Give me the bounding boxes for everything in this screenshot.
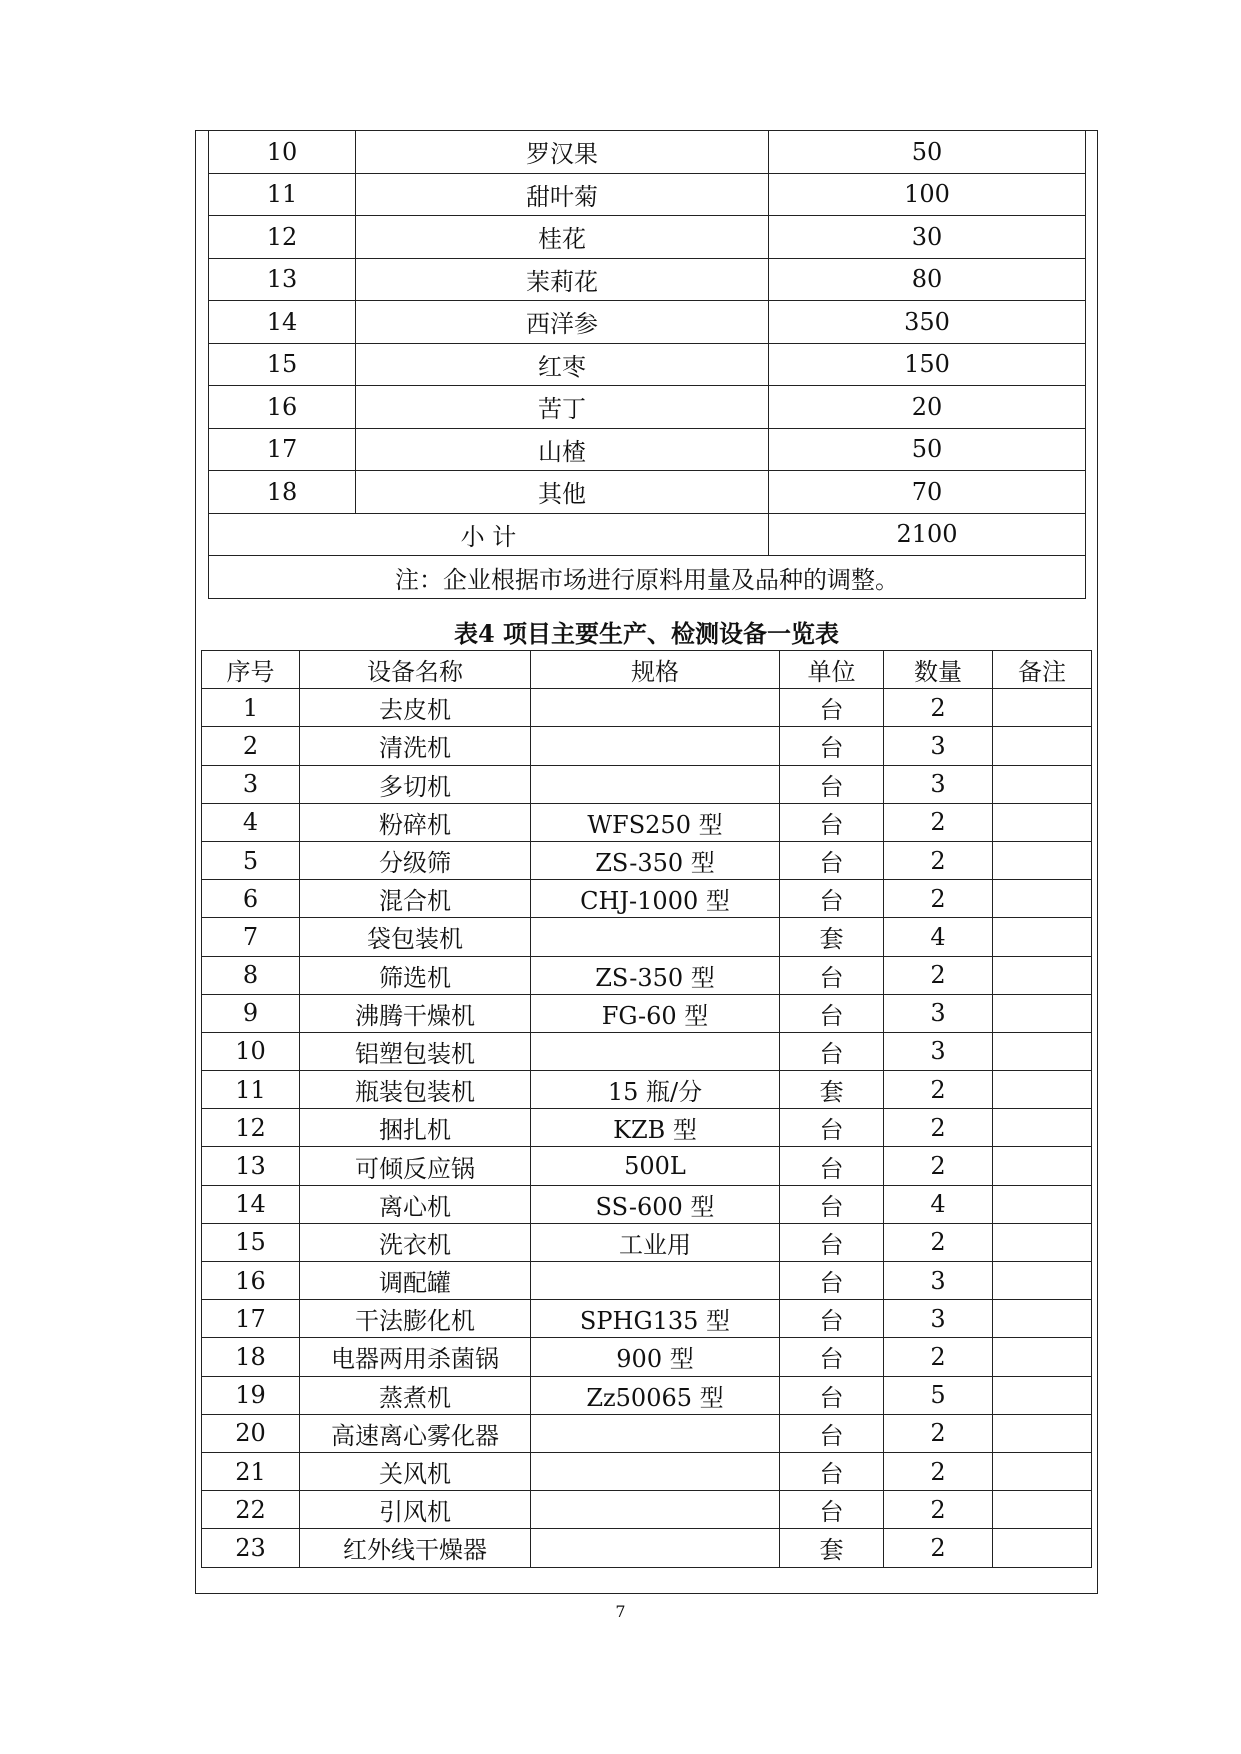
equipment-name: 多切机	[300, 765, 531, 803]
row-no: 14	[209, 301, 356, 344]
equipment-spec: 500L	[531, 1147, 780, 1185]
equipment-unit: 套	[780, 1071, 884, 1109]
equipment-remark	[993, 1529, 1092, 1567]
equipment-name: 关风机	[300, 1452, 531, 1490]
equipment-qty: 2	[884, 1223, 993, 1261]
equipment-unit: 台	[780, 1300, 884, 1338]
table-row	[202, 1071, 1092, 1109]
equipment-no: 19	[202, 1376, 300, 1414]
equipment-unit: 台	[780, 994, 884, 1032]
equipment-remark	[993, 1300, 1092, 1338]
equipment-unit: 台	[780, 1223, 884, 1261]
row-no: 15	[209, 343, 356, 386]
table-row	[202, 1185, 1092, 1223]
row-no: 17	[209, 428, 356, 471]
equipment-no: 3	[202, 765, 300, 803]
equipment-name: 筛选机	[300, 956, 531, 994]
equipment-qty: 2	[884, 1147, 993, 1185]
table-row	[202, 1529, 1092, 1567]
header-remark: 备注	[993, 651, 1092, 689]
equipment-name: 蒸煮机	[300, 1376, 531, 1414]
equipment-spec	[531, 1529, 780, 1567]
equipment-table-title: 表4 项目主要生产、检测设备一览表	[453, 619, 840, 648]
equipment-no: 5	[202, 841, 300, 879]
equipment-no: 11	[202, 1071, 300, 1109]
equipment-table-body	[202, 689, 1092, 1567]
equipment-no: 18	[202, 1338, 300, 1376]
material-name: 山楂	[356, 428, 769, 471]
equipment-spec: KZB 型	[531, 1109, 780, 1147]
equipment-spec: ZS-350 型	[531, 956, 780, 994]
equipment-unit: 台	[780, 1338, 884, 1376]
equipment-remark	[993, 1147, 1092, 1185]
equipment-remark	[993, 1109, 1092, 1147]
table-row	[202, 1147, 1092, 1185]
equipment-qty: 3	[884, 1300, 993, 1338]
equipment-qty: 3	[884, 727, 993, 765]
equipment-qty: 3	[884, 765, 993, 803]
equipment-qty: 2	[884, 803, 993, 841]
equipment-no: 21	[202, 1452, 300, 1490]
equipment-unit: 台	[780, 1376, 884, 1414]
table-row	[202, 1414, 1092, 1452]
equipment-no: 13	[202, 1147, 300, 1185]
table-row	[209, 386, 1086, 429]
equipment-unit: 台	[780, 956, 884, 994]
equipment-remark	[993, 880, 1092, 918]
equipment-name: 洗衣机	[300, 1223, 531, 1261]
equipment-qty: 2	[884, 1452, 993, 1490]
equipment-unit: 台	[780, 1491, 884, 1529]
header-qty: 数量	[884, 651, 993, 689]
equipment-name: 沸腾干燥机	[300, 994, 531, 1032]
equipment-spec	[531, 689, 780, 727]
equipment-name: 高速离心雾化器	[300, 1414, 531, 1452]
table-row	[202, 803, 1092, 841]
equipment-unit: 台	[780, 841, 884, 879]
equipment-qty: 2	[884, 1338, 993, 1376]
equipment-spec: 15 瓶/分	[531, 1071, 780, 1109]
equipment-qty: 3	[884, 1032, 993, 1070]
equipment-unit: 台	[780, 765, 884, 803]
equipment-no: 7	[202, 918, 300, 956]
equipment-qty: 4	[884, 1185, 993, 1223]
note-text: 注：企业根据市场进行原料用量及品种的调整。	[209, 556, 1086, 599]
equipment-no: 14	[202, 1185, 300, 1223]
table-row	[202, 689, 1092, 727]
equipment-unit: 套	[780, 918, 884, 956]
equipment-no: 23	[202, 1529, 300, 1567]
table-row	[209, 216, 1086, 259]
material-name: 茉莉花	[356, 258, 769, 301]
table-row	[202, 1452, 1092, 1490]
equipment-name: 捆扎机	[300, 1109, 531, 1147]
equipment-remark	[993, 994, 1092, 1032]
table-row	[202, 1109, 1092, 1147]
equipment-remark	[993, 1376, 1092, 1414]
row-no: 16	[209, 386, 356, 429]
material-name: 罗汉果	[356, 131, 769, 174]
equipment-no: 15	[202, 1223, 300, 1261]
equipment-unit: 台	[780, 1032, 884, 1070]
equipment-unit: 台	[780, 1414, 884, 1452]
equipment-table	[201, 650, 1092, 1568]
equipment-name: 混合机	[300, 880, 531, 918]
materials-table-body	[209, 131, 1086, 599]
equipment-spec: 900 型	[531, 1338, 780, 1376]
equipment-no: 20	[202, 1414, 300, 1452]
equipment-no: 12	[202, 1109, 300, 1147]
equipment-unit: 台	[780, 880, 884, 918]
equipment-remark	[993, 1262, 1092, 1300]
equipment-qty: 2	[884, 1529, 993, 1567]
table-row	[202, 841, 1092, 879]
equipment-remark	[993, 1185, 1092, 1223]
equipment-no: 9	[202, 994, 300, 1032]
table-row	[209, 131, 1086, 174]
table-row	[202, 918, 1092, 956]
equipment-remark	[993, 1223, 1092, 1261]
table-row	[202, 1338, 1092, 1376]
table-row	[202, 1491, 1092, 1529]
equipment-name: 红外线干燥器	[300, 1529, 531, 1567]
row-no: 13	[209, 258, 356, 301]
equipment-qty: 2	[884, 841, 993, 879]
equipment-unit: 台	[780, 1262, 884, 1300]
table-row	[209, 301, 1086, 344]
equipment-qty: 2	[884, 956, 993, 994]
table-row	[202, 956, 1092, 994]
table-row	[202, 994, 1092, 1032]
materials-table	[208, 130, 1086, 599]
equipment-no: 22	[202, 1491, 300, 1529]
material-amount: 30	[769, 216, 1086, 259]
subtotal-label: 小 计	[209, 513, 769, 556]
equipment-name: 可倾反应锅	[300, 1147, 531, 1185]
equipment-name: 引风机	[300, 1491, 531, 1529]
equipment-name: 调配罐	[300, 1262, 531, 1300]
equipment-unit: 套	[780, 1529, 884, 1567]
material-amount: 50	[769, 131, 1086, 174]
material-name: 甜叶菊	[356, 173, 769, 216]
material-name: 西洋参	[356, 301, 769, 344]
equipment-name: 电器两用杀菌锅	[300, 1338, 531, 1376]
equipment-remark	[993, 803, 1092, 841]
table-row	[202, 1376, 1092, 1414]
equipment-no: 16	[202, 1262, 300, 1300]
material-amount: 150	[769, 343, 1086, 386]
row-no: 10	[209, 131, 356, 174]
equipment-qty: 3	[884, 994, 993, 1032]
equipment-unit: 台	[780, 803, 884, 841]
equipment-spec	[531, 1262, 780, 1300]
material-name: 红枣	[356, 343, 769, 386]
equipment-spec: FG-60 型	[531, 994, 780, 1032]
equipment-qty: 2	[884, 1071, 993, 1109]
subtotal-row	[209, 513, 1086, 556]
equipment-spec	[531, 765, 780, 803]
equipment-qty: 2	[884, 689, 993, 727]
equipment-unit: 台	[780, 1147, 884, 1185]
equipment-unit: 台	[780, 689, 884, 727]
row-no: 11	[209, 173, 356, 216]
equipment-remark	[993, 1491, 1092, 1529]
header-spec: 规格	[531, 651, 780, 689]
row-no: 12	[209, 216, 356, 259]
equipment-qty: 2	[884, 880, 993, 918]
equipment-spec	[531, 1452, 780, 1490]
material-amount: 80	[769, 258, 1086, 301]
subtotal-value: 2100	[769, 513, 1086, 556]
equipment-name: 分级筛	[300, 841, 531, 879]
equipment-qty: 2	[884, 1109, 993, 1147]
equipment-remark	[993, 1414, 1092, 1452]
equipment-no: 10	[202, 1032, 300, 1070]
equipment-remark	[993, 1338, 1092, 1376]
equipment-name: 袋包装机	[300, 918, 531, 956]
equipment-name: 清洗机	[300, 727, 531, 765]
equipment-name: 离心机	[300, 1185, 531, 1223]
table-row	[209, 471, 1086, 514]
equipment-spec	[531, 727, 780, 765]
material-name: 苦丁	[356, 386, 769, 429]
material-amount: 70	[769, 471, 1086, 514]
equipment-unit: 台	[780, 1452, 884, 1490]
equipment-remark	[993, 1452, 1092, 1490]
equipment-remark	[993, 918, 1092, 956]
header-unit: 单位	[780, 651, 884, 689]
equipment-qty: 4	[884, 918, 993, 956]
table-row	[202, 727, 1092, 765]
equipment-qty: 2	[884, 1414, 993, 1452]
equipment-name: 粉碎机	[300, 803, 531, 841]
equipment-name: 去皮机	[300, 689, 531, 727]
equipment-unit: 台	[780, 1185, 884, 1223]
equipment-remark	[993, 1032, 1092, 1070]
equipment-no: 2	[202, 727, 300, 765]
material-name: 桂花	[356, 216, 769, 259]
equipment-name: 铝塑包装机	[300, 1032, 531, 1070]
equipment-spec: SPHG135 型	[531, 1300, 780, 1338]
material-amount: 100	[769, 173, 1086, 216]
equipment-spec: ZS-350 型	[531, 841, 780, 879]
equipment-spec: CHJ-1000 型	[531, 880, 780, 918]
table-row	[209, 428, 1086, 471]
equipment-spec	[531, 1414, 780, 1452]
equipment-qty: 3	[884, 1262, 993, 1300]
equipment-unit: 台	[780, 727, 884, 765]
equipment-unit: 台	[780, 1109, 884, 1147]
equipment-spec	[531, 1032, 780, 1070]
table-row	[209, 258, 1086, 301]
note-row	[209, 556, 1086, 599]
equipment-header-row	[202, 651, 1092, 689]
equipment-spec	[531, 918, 780, 956]
material-amount: 20	[769, 386, 1086, 429]
equipment-name: 瓶装包装机	[300, 1071, 531, 1109]
equipment-remark	[993, 956, 1092, 994]
material-amount: 350	[769, 301, 1086, 344]
equipment-no: 4	[202, 803, 300, 841]
table-row	[202, 1223, 1092, 1261]
table-row	[202, 765, 1092, 803]
equipment-no: 17	[202, 1300, 300, 1338]
equipment-spec: Zz50065 型	[531, 1376, 780, 1414]
equipment-qty: 2	[884, 1491, 993, 1529]
equipment-remark	[993, 1071, 1092, 1109]
equipment-remark	[993, 841, 1092, 879]
material-name: 其他	[356, 471, 769, 514]
equipment-spec: WFS250 型	[531, 803, 780, 841]
equipment-no: 6	[202, 880, 300, 918]
table-row	[202, 880, 1092, 918]
header-no: 序号	[202, 651, 300, 689]
equipment-no: 1	[202, 689, 300, 727]
table-row	[202, 1262, 1092, 1300]
table-row	[202, 1300, 1092, 1338]
material-amount: 50	[769, 428, 1086, 471]
equipment-remark	[993, 689, 1092, 727]
equipment-spec: 工业用	[531, 1223, 780, 1261]
table-row	[202, 1032, 1092, 1070]
table-row	[209, 173, 1086, 216]
table-row	[209, 343, 1086, 386]
equipment-spec: SS-600 型	[531, 1185, 780, 1223]
equipment-remark	[993, 765, 1092, 803]
equipment-qty: 5	[884, 1376, 993, 1414]
row-no: 18	[209, 471, 356, 514]
equipment-name: 干法膨化机	[300, 1300, 531, 1338]
equipment-remark	[993, 727, 1092, 765]
equipment-spec	[531, 1491, 780, 1529]
equipment-no: 8	[202, 956, 300, 994]
header-name: 设备名称	[300, 651, 531, 689]
page-number: 7	[615, 1602, 626, 1621]
